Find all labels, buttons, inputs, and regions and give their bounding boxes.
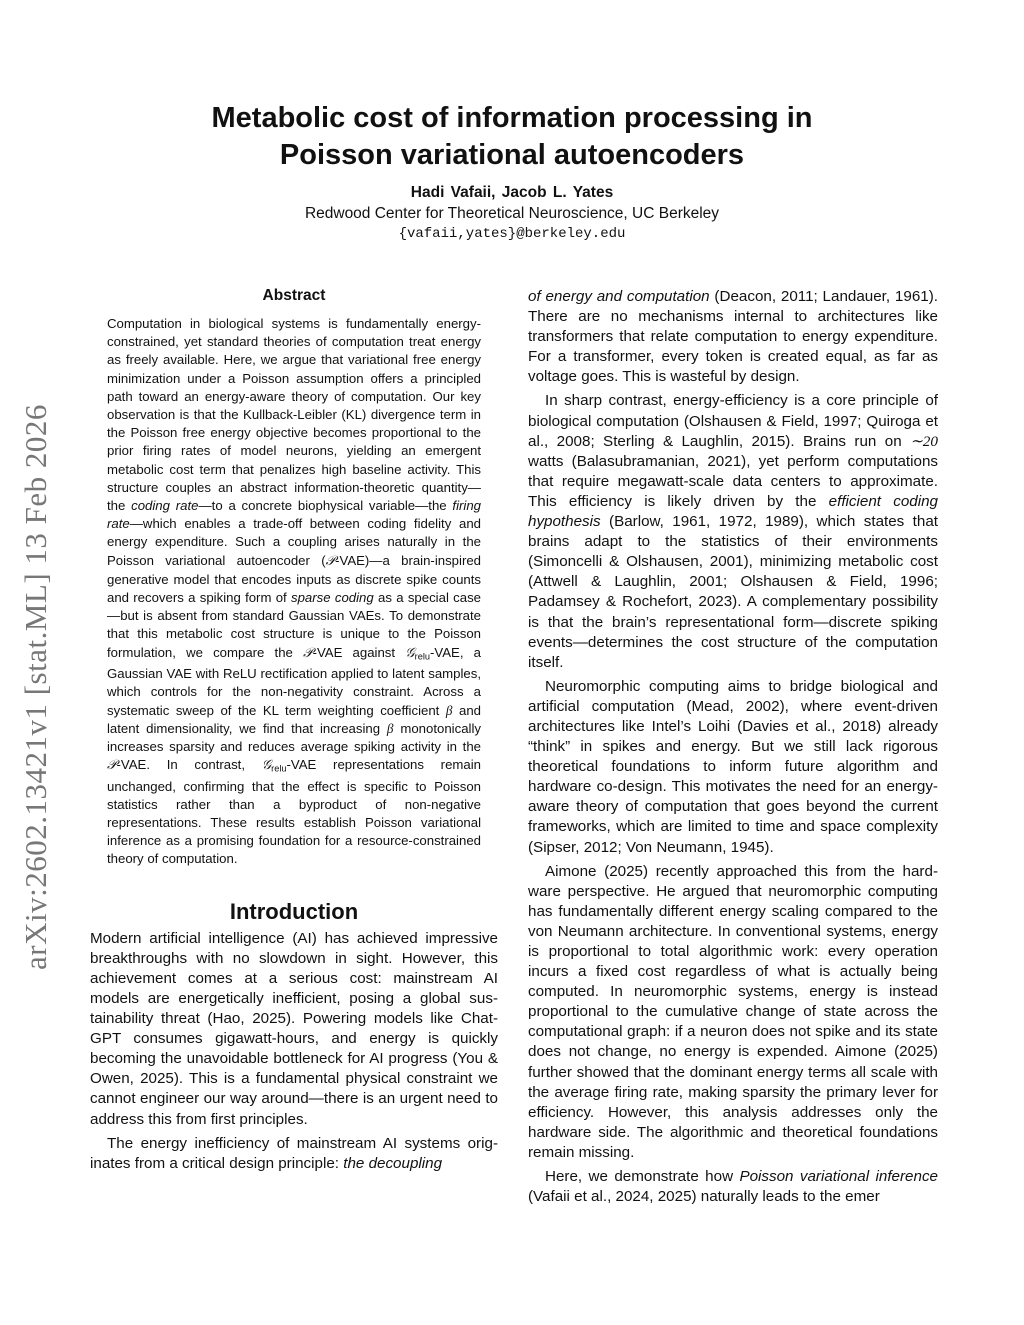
arxiv-identifier: arXiv:2602.13421v1 [stat.ML] 13 Feb 2026 bbox=[18, 404, 53, 970]
intro-paragraph-5: Aimone (2025) recently approached this from the hardware perspective. He argued that neuromorphic computing has fundamentally different energy scaling compared to the von Neumann architecture. In conventional systems, energy is proportional to total algorithmic work: every operation incurs a fixed cost regardless of what is actually being computed. In neuromorphic systems, energy is instead proportional to the cumulative change of state across the computational graph: if a neuron does not spike and its state does not change, no energy is expended. Aimone (2025) further showed that the dominant energy terms all scale with the average firing rate, making sparsity the primary lever for efficiency. However, this analysis addresses only the hardware side. The algorithmic and theoretical foundations remain missing. bbox=[528, 862, 938, 1161]
paper-title bbox=[0, 100, 1024, 174]
intro-paragraph-2-continued: of energy and computation (Deacon, 2011; Landauer, 1961). There are no mechanisms internal to architectures like transformers that relate computation to energy expenditure. For a transformer, every token is created equal, as far as voltage goes. This is wasteful by design. bbox=[528, 288, 938, 386]
beta-symbol: β bbox=[445, 702, 453, 718]
abstract-section bbox=[107, 287, 481, 869]
introduction-heading: Introduction bbox=[229, 898, 359, 924]
p-vae-symbol: 𝒫 bbox=[325, 553, 336, 569]
left-column bbox=[90, 287, 498, 1174]
intro-paragraph-1: Modern artificial intelligence (AI) has achieved impressive breakthroughs with no slowdown in sight. However, this achievement comes at a serious cost: mainstream AI models are energetically inefficient, posing a global sustainability threat (Hao, 2025). Powering models like ChatGPT consumes gigawatt-hours, and energy is quickly becoming the unavoidable bottleneck for AI progress (You & Owen, 2025). This is a fundamental physical constraint we cannot engineer our way around—there is an urgent need to address this from first principles. bbox=[90, 929, 498, 1128]
g-relu-symbol: 𝒢 bbox=[405, 645, 415, 661]
title-line-1: Metabolic cost of information processing in bbox=[211, 102, 813, 134]
paper-header bbox=[0, 100, 1024, 242]
intro-paragraph-4: Neuromorphic computing aims to bridge biological and artificial computation (Mead, 2002), where event-driven architectures like Intel’s Loihi (Davies et al., 2018) already “think” in spikes and energy. But we still lack rigorous theoretical foundations to inform future algorithm and hardware co-design. This motivates the need for an energy-aware theory of computation that goes beyond the current frameworks, which are limited to time and space complexity (Sipser, 2012; Von Neumann, 1945). bbox=[528, 677, 938, 856]
intro-paragraph-2: The energy inefficiency of mainstream AI systems originates from a critical design principle: the decoupling bbox=[90, 1134, 498, 1172]
intro-paragraph-6: Here, we demonstrate how Poisson variational inference (Vafaii et al., 2024, 2025) naturally leads to the emer bbox=[528, 1168, 938, 1206]
author-list: Hadi Vafaii, Jacob L. Yates bbox=[410, 184, 614, 201]
affiliation: Redwood Center for Theoretical Neuroscience, UC Berkeley bbox=[304, 205, 720, 222]
author-email: {vafaii,yates}@berkeley.edu bbox=[398, 226, 626, 242]
abstract-heading: Abstract bbox=[262, 287, 326, 304]
intro-paragraph-3: In sharp contrast, energy-efficiency is a core principle of biological computation (Olshausen & Field, 1997; Quiroga et al., 2008; Sterling & Laughlin, 2015). Brains run on ∼20 watts (Balasubramanian, 2021), yet perform computations that require megawatt-scale data centers to approximate. This efficiency is likely driven by the efficient coding hypothesis (Barlow, 1961, 1972, 1989), which states that brains adapt to the statistics of their environments (Simoncelli & Olshausen, 2001), minimizing metabolic cost (Attwell & Laughlin, 2001; Olshausen & Field, 1996; Padamsey & Rochefort, 2023). A complementary possibility is that the brain’s representational form—discrete spiking events—determines the cost structure of the computation itself. bbox=[528, 392, 938, 671]
right-column bbox=[528, 287, 938, 1207]
title-line-2: Poisson variational autoencoders bbox=[279, 139, 745, 171]
abstract-text: Computation in biological systems is fundamentally energy-constrained, yet standard theories of computation treat energy as freely available. Here, we argue that variational free energy minimization under a Poisson assumption offers a principled path toward an energy-aware theory of computation. Our key observation is that the Kullback-Leibler (KL) divergence term in the Poisson free energy objective becomes proportional to the prior firing rates of model neurons, yielding an emergent metabolic cost term that penalizes high baseline activity. This structure couples an abstract information-theoretic quantity—the coding rate—to a concrete biophysical variable—the firing rate—which enables a trade-off between coding fidelity and energy expenditure. Such a coupling arises naturally in the Poisson variational autoencoder (𝒫-VAE)—a brain-inspired generative model that encodes inputs as discrete spike counts and recovers a spiking form of sparse coding as a special case—but is absent from standard Gaussian VAEs. To demonstrate that this metabolic cost structure is unique to the Poisson formulation, we compare the 𝒫-VAE against 𝒢$_{relu}$-VAE, a Gaussian VAE with ReLU rectification applied to latent samples, which controls for the non-negativity constraint. Across a systematic sweep of the KL term weighting coefficient β and latent dimensionality, we find that increasing β monotonically increases sparsity and reduces average spiking activity in the 𝒫-VAE. In contrast, 𝒢$_{relu}$-VAE representations remain unchanged, confirming that the effect is specific to Poisson statistics rather than a byproduct of non-negative representations. These results establish Poisson variational inference as a promising foundation for a resource-constrained theory of computation. bbox=[107, 316, 482, 867]
